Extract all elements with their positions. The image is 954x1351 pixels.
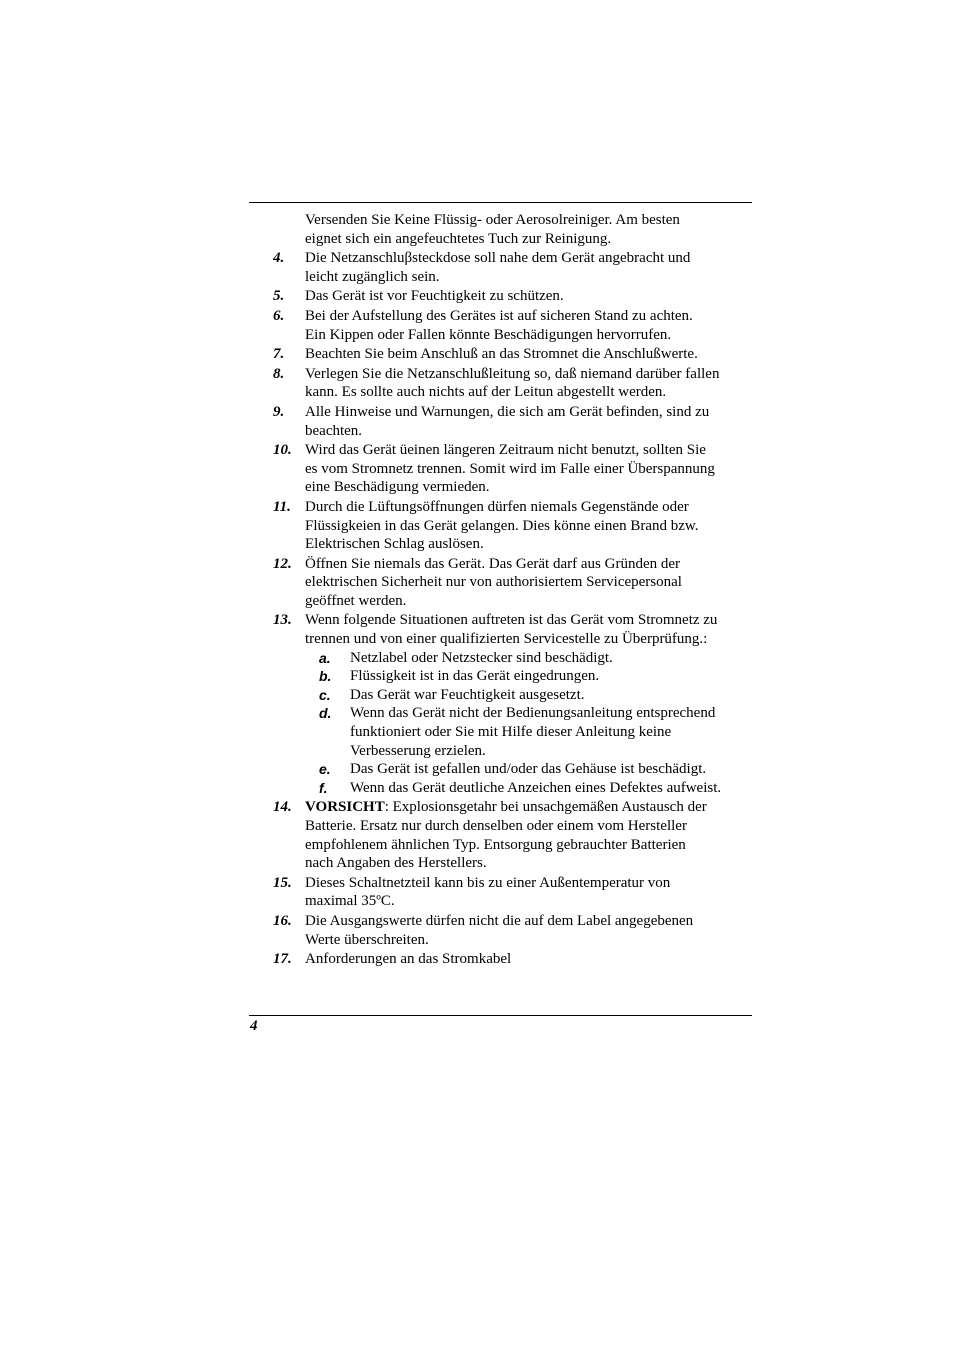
sub-item-c xyxy=(305,686,759,705)
text-line: Anforderungen an das Stromkabel xyxy=(305,951,512,968)
sub-item-b xyxy=(305,667,759,686)
list-item-8 xyxy=(249,365,759,402)
text-line: Beachten Sie beim Anschluß an das Stromnet die Anschlußwerte. xyxy=(305,346,698,363)
text-line: leicht zugänglich sein. xyxy=(305,268,440,285)
header-rule xyxy=(249,202,752,203)
text-line: Wenn folgende Situationen auftreten ist das Gerät vom Stromnetz zu xyxy=(305,612,718,629)
sub-item-f xyxy=(305,779,759,798)
item-number: 16. xyxy=(273,912,292,929)
text-line: Ein Kippen oder Fallen könnte Beschädigungen hervorrufen. xyxy=(305,326,672,343)
text-line xyxy=(305,798,759,817)
sub-item-letter: e. xyxy=(319,761,331,778)
text-line: Dieses Schaltnetzteil kann bis zu einer Außentemperatur von xyxy=(305,874,671,891)
list-item-6 xyxy=(249,307,759,344)
text-line: Das Gerät ist vor Feuchtigkeit zu schützen. xyxy=(305,288,564,305)
sub-item-letter: f. xyxy=(319,779,328,796)
text-line: Bei der Aufstellung des Gerätes ist auf sicheren Stand zu achten. xyxy=(305,307,693,324)
item-number: 15. xyxy=(273,874,292,891)
text-line: Das Gerät war Feuchtigkeit ausgesetzt. xyxy=(350,686,585,703)
list-item-15 xyxy=(249,874,759,911)
text-line: nach Angaben des Herstellers. xyxy=(305,855,487,872)
text-line: Flüssigkeien in das Gerät gelangen. Dies könne einen Brand bzw. xyxy=(305,517,699,534)
list-item-11 xyxy=(249,498,759,554)
text-line: funktioniert oder Sie mit Hilfe dieser Anleitung keine xyxy=(350,724,672,741)
sub-item-letter: d. xyxy=(319,705,332,722)
text-line: geöffnet werden. xyxy=(305,592,407,609)
text-line: empfohlenem ähnlichen Typ. Entsorgung gebrauchter Batterien xyxy=(305,836,686,853)
text-line: Wenn das Gerät nicht der Bedienungsanleitung entsprechend xyxy=(350,705,716,722)
item-number: 13. xyxy=(273,612,292,629)
item-number: 12. xyxy=(273,555,292,572)
sub-item-letter: a. xyxy=(319,649,331,666)
item-number: 17. xyxy=(273,951,292,968)
list-item-17 xyxy=(249,950,759,969)
list-item-9 xyxy=(249,403,759,440)
sub-item-e xyxy=(305,760,759,779)
text-line: Netzlabel oder Netzstecker sind beschädigt. xyxy=(350,649,613,666)
item-number: 14. xyxy=(273,799,292,816)
text-line: Flüssigkeit ist in das Gerät eingedrungen. xyxy=(350,668,600,685)
footer-rule xyxy=(249,1015,752,1016)
text-line: Verlegen Sie die Netzanschlußleitung so, daß niemand darüber fallen xyxy=(305,365,720,382)
text-line: es vom Stromnetz trennen. Somit wird im Falle einer Überspannung xyxy=(305,460,715,477)
text-line: Die Netzanschluβsteckdose soll nahe dem Gerät angebracht und xyxy=(305,250,691,267)
text-line: trennen und von einer qualifizierten Servicestelle zu Überprüfung.: xyxy=(305,631,708,648)
sub-item-letter: b. xyxy=(319,668,332,685)
item-number: 11. xyxy=(273,498,291,515)
text-line: Wenn das Gerät deutliche Anzeichen eines Defektes aufweist. xyxy=(350,779,722,796)
text-line: eine Beschädigung vermieden. xyxy=(305,479,490,496)
list-item-10 xyxy=(249,441,759,497)
item-number: 5. xyxy=(273,288,285,305)
text-line: maximal 35ºC. xyxy=(305,893,395,910)
item-number: 9. xyxy=(273,403,285,420)
item-number: 6. xyxy=(273,307,285,324)
list-item-7 xyxy=(249,345,759,364)
continued-paragraph xyxy=(249,211,759,248)
list-item-16 xyxy=(249,912,759,949)
sub-item-d xyxy=(305,704,759,760)
text-line: beachten. xyxy=(305,422,363,439)
item-number: 8. xyxy=(273,365,285,382)
text-line: Elektrischen Schlag auslösen. xyxy=(305,536,484,553)
warning-label: VORSICHT xyxy=(305,799,385,816)
text-line: Versenden Sie Keine Flüssig- oder Aerosolreiniger. Am besten xyxy=(305,212,680,228)
list-item-12 xyxy=(249,555,759,611)
text-line: Alle Hinweise und Warnungen, die sich am Gerät befinden, sind zu xyxy=(305,403,710,420)
list-item-14 xyxy=(249,798,759,872)
item-number: 7. xyxy=(273,346,285,363)
text-line: Verbesserung erzielen. xyxy=(350,742,486,759)
text-line: Das Gerät ist gefallen und/oder das Gehäuse ist beschädigt. xyxy=(350,761,707,778)
text-line: Öffnen Sie niemals das Gerät. Das Gerät darf aus Gründen der xyxy=(305,555,681,572)
page-content xyxy=(249,211,759,969)
text-line: eignet sich ein angefeuchtetes Tuch zur Reinigung. xyxy=(305,230,612,247)
page-number: 4 xyxy=(250,1018,258,1034)
item-number: 10. xyxy=(273,442,292,459)
text-line: Durch die Lüftungsöffnungen dürfen niemals Gegenstände oder xyxy=(305,498,689,515)
text-line: Batterie. Ersatz nur durch denselben oder einem vom Hersteller xyxy=(305,818,687,834)
item-number: 4. xyxy=(273,250,285,267)
sub-item-letter: c. xyxy=(319,686,331,703)
text-line: Die Ausgangswerte dürfen nicht die auf dem Label angegebenen xyxy=(305,912,694,929)
text-line: Wird das Gerät üeinen längeren Zeitraum nicht benutzt, sollten Sie xyxy=(305,442,706,459)
list-item-5 xyxy=(249,287,759,306)
text-fragment: : Explosionsgetahr bei unsachgemäßen Austausch der xyxy=(384,799,707,816)
text-line: kann. Es sollte auch nichts auf der Leitun abgestellt werden. xyxy=(305,384,667,401)
sub-list xyxy=(305,649,759,798)
text-line: Werte überschreiten. xyxy=(305,931,429,948)
list-item-13 xyxy=(249,611,759,797)
list-item-4 xyxy=(249,249,759,286)
text-line: elektrischen Sicherheit nur von authorisiertem Servicepersonal xyxy=(305,574,682,591)
sub-item-a xyxy=(305,649,759,668)
